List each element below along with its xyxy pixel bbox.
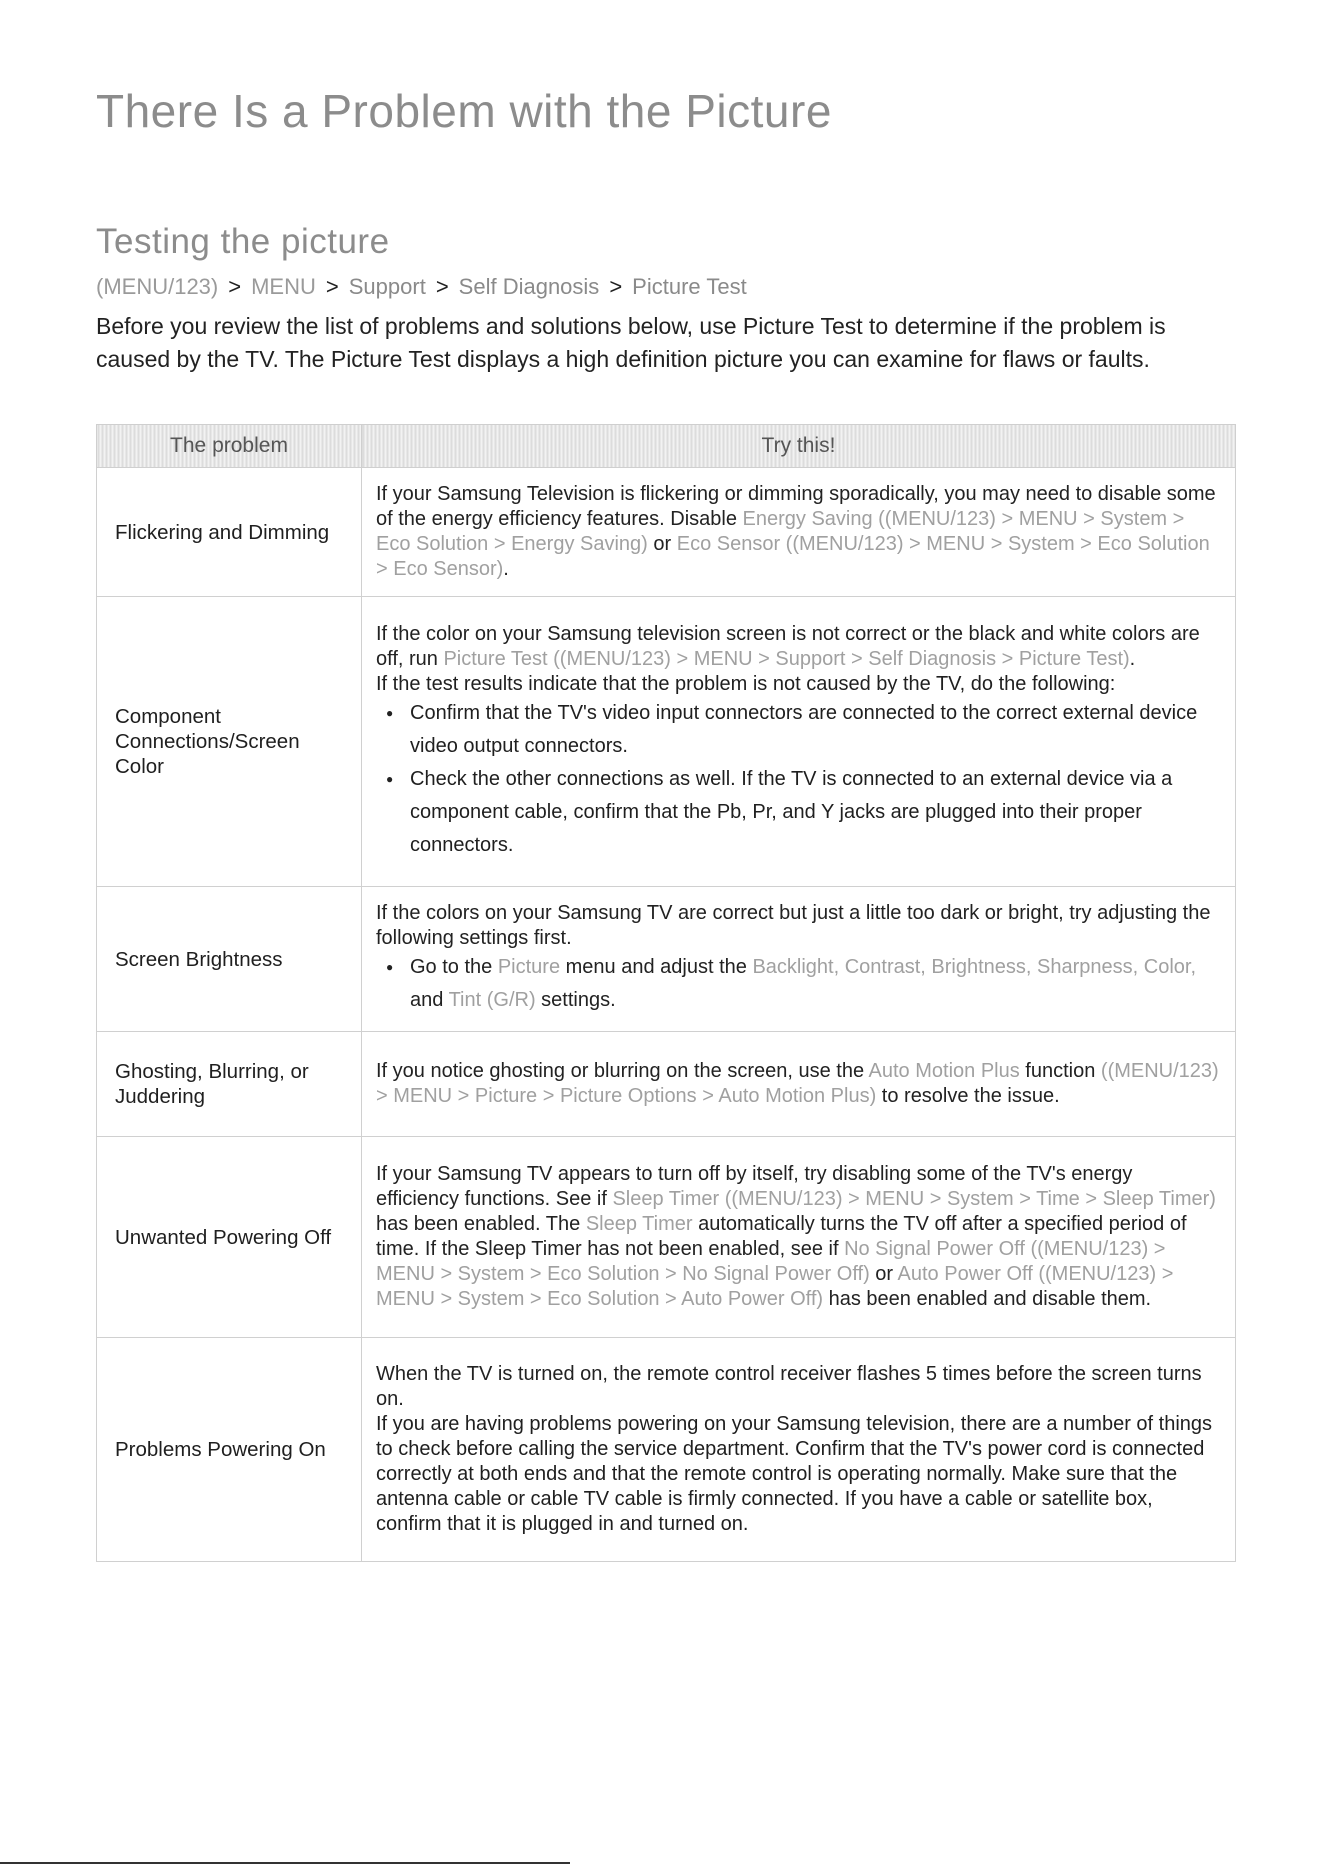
problem-cell: Component Connections/Screen Color [97,597,362,887]
text-run: If your Samsung TV appears to turn off by itself, try disabling some of the TV's energy efficiency functions. See if [376,1163,1133,1210]
solution-text-2: If you are having problems powering on your Samsung television, there are a number of things to check before calling the service department. Confirm that the TV's power cord is connected correctly at both ends and that the remote control is operating normally. Make sure that the antenna cable or cable TV cable is firmly connected. If you have a cable or satellite box, confirm that it is plugged in and turned on. [376,1413,1213,1535]
problem-cell: Problems Powering On [97,1338,362,1562]
solution-cell [362,1137,1236,1338]
text-run: has been enabled and disable them. [823,1288,1152,1310]
menu-reference: Eco Sensor ((MENU/123) > MENU > System > Eco Solution > Eco Sensor) [376,533,1210,580]
text-run: or [869,1263,898,1285]
menu-reference: Sleep Timer [585,1213,693,1235]
problem-cell: Unwanted Powering Off [97,1137,362,1338]
table-row [97,887,1236,1032]
section-title: Testing the picture [96,222,390,261]
table-row [97,1338,1236,1562]
chevron-right-icon: > [325,274,339,299]
solution-cell [362,887,1236,1032]
list-item [376,951,1219,1017]
solution-text [376,901,1219,951]
header-problem: The problem [97,425,362,468]
solution-cell [362,1032,1236,1137]
text-run: has been enabled. The [376,1213,586,1235]
text-run: When the TV is turned on, the remote control receiver flashes 5 times before the screen turns on. [376,1363,1202,1410]
page-title: There Is a Problem with the Picture [96,85,832,137]
solution-bullets [376,951,1219,1017]
solution-text [376,622,1219,672]
text-run: Go to the [410,956,498,978]
solution-cell [362,597,1236,887]
menu-reference: Auto Motion Plus [868,1060,1020,1082]
header-try-this: Try this! [362,425,1236,468]
text-run: function [1019,1060,1101,1082]
chevron-right-icon: > [228,274,242,299]
text-run: . [503,558,509,580]
text-run: settings. [535,989,616,1011]
solution-bullets [376,697,1219,862]
chevron-right-icon: > [435,274,449,299]
text-run: automatically turns the TV off after a specified period of time. If the Sleep Timer has not been enabled, see if [376,1213,1187,1260]
list-item: ● Confirm that the TV's video input connectors are connected to the correct external device video output connectors. [376,697,1219,763]
footer-rule [0,1862,570,1864]
solution-text [376,1362,1219,1412]
menu-reference: ((MENU/123) > MENU > Picture > Picture Options > Auto Motion Plus) [376,1060,1219,1107]
problem-cell: Flickering and Dimming [97,468,362,597]
chevron-right-icon: > [609,274,623,299]
menu-reference: Picture [497,956,561,978]
problem-cell: Screen Brightness [97,887,362,1032]
text-run: or [647,533,677,555]
text-run: menu and adjust the [560,956,753,978]
text-run: If you notice ghosting or blurring on the screen, use the [376,1060,869,1082]
menu-path-item: MENU [251,274,316,299]
menu-reference: No Signal Power Off ((MENU/123) > MENU > System > Eco Solution > No Signal Power Off) [376,1238,1166,1285]
menu-reference: Energy Saving ((MENU/123) > MENU > System > Eco Solution > Energy Saving) [376,508,1185,555]
text-run: If the colors on your Samsung TV are correct but just a little too dark or bright, try adjusting the following settings first. [376,902,1211,949]
menu-path-item: Picture Test [632,274,747,299]
text-run: to resolve the issue. [876,1085,1060,1107]
menu-path-item: Self Diagnosis [458,274,600,299]
table-row [97,597,1236,887]
problem-cell: Ghosting, Blurring, or Juddering [97,1032,362,1137]
intro-paragraph: Before you review the list of problems and solutions below, use Picture Test to determine if the problem is caused by the TV. The Picture Test displays a high definition picture you can examine for flaws or faults. [96,313,1166,372]
list-item: ● Check the other connections as well. If the TV is connected to an external device via a component cable, confirm that the Pb, Pr, and Y jacks are plugged into their proper connectors. [376,763,1219,862]
problems-table [96,424,1236,1562]
menu-reference: Backlight, Contrast, Brightness, Sharpness, Color, [752,956,1196,978]
solution-text [376,482,1219,582]
table-row [97,1032,1236,1137]
menu-reference: Picture Test ((MENU/123) > MENU > Support > Self Diagnosis > Picture Test) [443,647,1130,670]
solution-cell [362,1338,1236,1562]
menu-path-item: Support [348,274,426,299]
menu-path-item: (MENU/123) [96,274,219,299]
solution-text-2: If the test results indicate that the problem is not caused by the TV, do the following: [376,672,1116,695]
table-header-row [97,425,1236,468]
menu-reference: Tint (G/R) [448,989,536,1011]
menu-reference: Auto Power Off ((MENU/123) > MENU > System > Eco Solution > Auto Power Off) [376,1263,1174,1310]
table-row [97,1137,1236,1338]
table-row [97,468,1236,597]
menu-path [96,274,747,300]
text-run: . [1129,647,1136,670]
solution-text [376,1059,1219,1109]
solution-cell [362,468,1236,597]
solution-text [376,1162,1219,1312]
text-run: If your Samsung Television is flickering or dimming sporadically, you may need to disable some of the energy efficiency features. Disable [376,483,1216,530]
menu-reference: Sleep Timer ((MENU/123) > MENU > System > Time > Sleep Timer) [612,1188,1216,1210]
text-run: and [410,989,449,1011]
text-run: If the color on your Samsung television screen is not correct or the black and white colors are off, run [376,622,1200,670]
